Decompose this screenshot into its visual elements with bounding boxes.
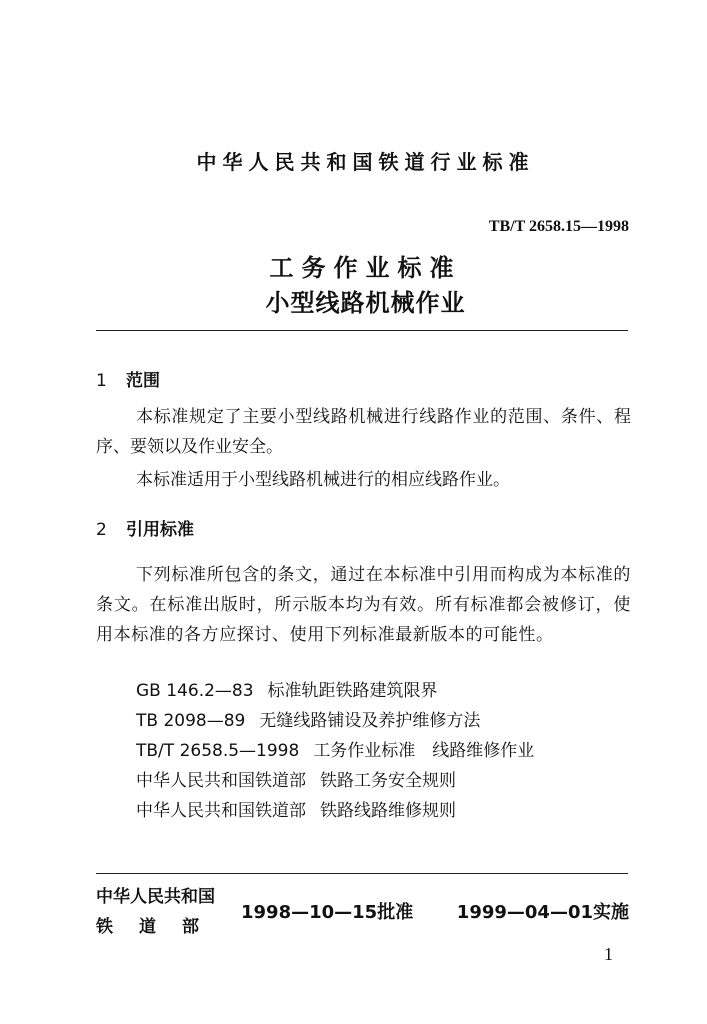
reference-title: 铁路线路维修规则 (320, 801, 456, 821)
reference-code: 中华人民共和国铁道部 (136, 771, 306, 791)
reference-item (136, 766, 636, 796)
paragraph: 本标准规定了主要小型线路机械进行线路作业的范围、条件、程序、要领以及作业安全。 (96, 407, 631, 457)
document-title-main: 工务作业标准 (269, 254, 462, 282)
paragraph: 下列标准所包含的条文，通过在本标准中引用而构成为本标准的条文。在标准出版时，所示版本均为有效。所有标准都会被修订，使用本标准的各方应探讨、使用下列标准最新版本的可能性。 (96, 565, 631, 645)
reference-code: TB/T 2658.5—1998 (136, 741, 300, 761)
paragraph: 本标准适用于小型线路机械进行的相应线路作业。 (136, 470, 510, 490)
effective-date: 1999—04—01实施 (456, 902, 629, 923)
reference-code: 中华人民共和国铁道部 (136, 801, 306, 821)
reference-list (136, 676, 636, 826)
standard-type-heading: 中华人民共和国铁道行业标准 (196, 150, 535, 174)
header-divider (96, 330, 628, 331)
document-title-sub: 小型线路机械作业 (265, 289, 466, 317)
section-title: 引用标准 (126, 520, 194, 540)
approval-date: 1998—10—15批准 (241, 902, 414, 923)
reference-code: GB 146.2—83 (136, 681, 254, 701)
section-title: 范围 (126, 371, 160, 391)
issuing-authority (96, 882, 225, 942)
reference-title: 无缝线路铺设及养护维修方法 (259, 711, 481, 731)
issuer-line-1: 中华人民共和国 (96, 887, 215, 907)
reference-title: 铁路工务安全规则 (320, 771, 456, 791)
section-number: 2 (96, 520, 107, 540)
reference-code: TB 2098—89 (136, 711, 246, 731)
reference-item (136, 706, 636, 736)
standard-code: TB/T 2658.15—1998 (488, 218, 629, 235)
reference-item (136, 796, 636, 826)
section-heading-normative-references (96, 515, 194, 540)
reference-title: 工务作业标准 线路维修作业 (313, 741, 535, 761)
reference-item (136, 736, 636, 766)
issuer-line-2: 铁道部 (96, 917, 225, 937)
footer-divider (96, 873, 628, 874)
section-number: 1 (96, 371, 107, 391)
section-heading-scope (96, 366, 160, 391)
reference-title: 标准轨距铁路建筑限界 (267, 681, 438, 701)
page-number: 1 (604, 944, 613, 964)
reference-item (136, 676, 636, 706)
